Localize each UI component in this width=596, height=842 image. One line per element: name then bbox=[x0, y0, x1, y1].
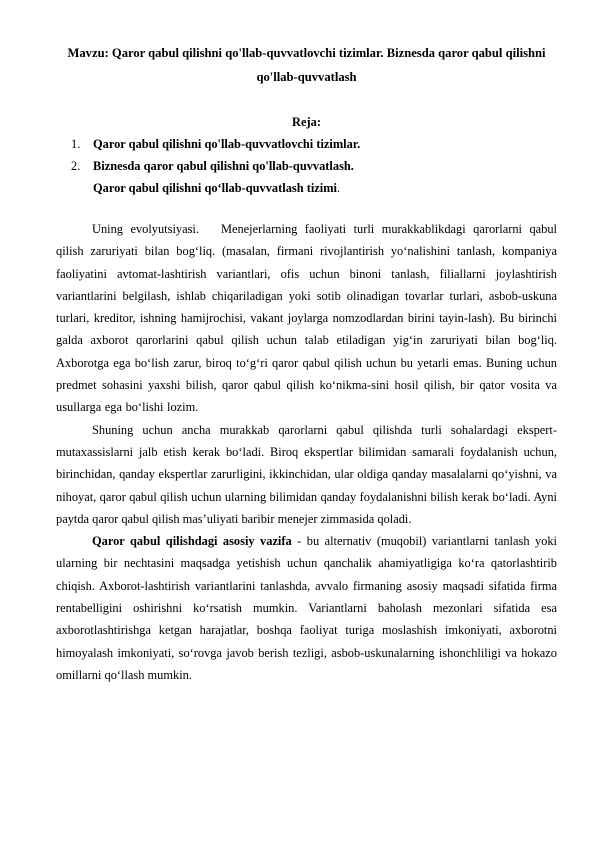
paragraph-text: - bu alternativ (muqobil) variantlarni tanlash yoki ularning bir nechtasini maqsadga yetishish uchun qanchalik ahamiyatligiga ko‘ra qatorlashtirib chiqish. Axborot-lashtirish variantlarini tanlashda, avvalo firmaning asosiy maqsadi sifatida firma rentabelligini oshirishni ko‘rsatish mumkin. Variantlarni baholash mezonlari sifatida esa axborotlashtirishga ketgan harajatlar, boshqa faoliyat turiga moslashish imkoniyati, axborotni himoyalash imkoniyati, so‘rovga javob berish tezligi, asbob-uskunalarning ishonchliligi va hokazo omillarni qo‘llash mumkin. bbox=[56, 534, 557, 682]
plan-item-trail: . bbox=[336, 181, 341, 195]
plan-item-2 bbox=[56, 155, 557, 177]
paragraph-text: Menejerlarning faoliyati turli murakkablikdagi qarorlarni qabul qilish zaruriyati bilan bog‘liq. (masalan, firmani rivojlantirish yo‘nalishini tanlash, kompaniya faoliyatini avtomat-lashtirish variantlari, ofis uchun binoni tanlash, filiallarni joylashtirish variantlarini belgilash, ishlab chiqariladigan yoki sotib olinadigan tovarlar turlari, asbob-uskuna turlari, kreditor, ishning hamijrochisi, vakant joylarga nomzodlardan birini tayin-lash). Bu birinchi galda axborot qarorlarini qabul qilish uchun talab etiladigan yig‘in zaruriyati bilan bog‘liq. Axborotga ega bo‘lish zarur, biroq to‘g‘ri qaror qabul qilish uchun bu yetarli emas. Buning uchun predmet sohasini yaxshi bilish, qaror qabul qilish ko‘nikma-sini hosil qilish, bir qator vosita va usullarga ega bo‘lishi lozim. bbox=[56, 222, 558, 415]
paragraph-1 bbox=[56, 218, 557, 419]
paragraph-lead: Uning evolyutsiyasi. bbox=[92, 222, 199, 236]
plan-item-3 bbox=[56, 177, 557, 199]
document-title: Mavzu: Qaror qabul qilishni qo'llab-quvvatlovchi tizimlar. Biznesda qaror qabul qilishni qo'llab-quvvatlash bbox=[67, 46, 546, 84]
document-body bbox=[56, 218, 557, 686]
plan-item-number: 1. bbox=[71, 137, 81, 151]
plan-list bbox=[56, 133, 557, 199]
paragraph-text: Shuning uchun ancha murakkab qarorlarni qabul qilishda turli sohalardagi ekspert-mutaxassislarni jalb etish kerak bo‘ladi. Biroq ekspertlar bilimidan samarali foydalanish uchun, birinchidan, qanday ekspertlar zarurligini, ikkinchidan, ular oldiga qanday masalalarni qo‘yishni, va nihoyat, qaror qabul qilish uchun ularning bilimidan qanday foydalanishni bilish kerak bo‘ladi. Ayni paytda qaror qabul qilish mas’uliyati baribir menejer zimmasida qoladi. bbox=[56, 422, 557, 526]
plan-item-number: 2. bbox=[71, 159, 81, 173]
paragraph-2 bbox=[56, 419, 557, 530]
paragraph-bold-lead: Qaror qabul qilishdagi asosiy vazifa bbox=[92, 534, 292, 549]
plan-item-1 bbox=[56, 133, 557, 155]
plan-heading: Reja: bbox=[292, 115, 321, 129]
document-page bbox=[56, 0, 557, 686]
plan-item-text: Biznesda qaror qabul qilishni qo'llab-quvvatlash. bbox=[93, 159, 354, 173]
plan-item-text: Qaror qabul qilishni qo'llab-quvvatlovchi tizimlar. bbox=[93, 137, 361, 151]
paragraph-3 bbox=[56, 530, 557, 686]
plan-item-text: Qaror qabul qilishni qo‘llab-quvvatlash tizimi bbox=[93, 181, 337, 195]
